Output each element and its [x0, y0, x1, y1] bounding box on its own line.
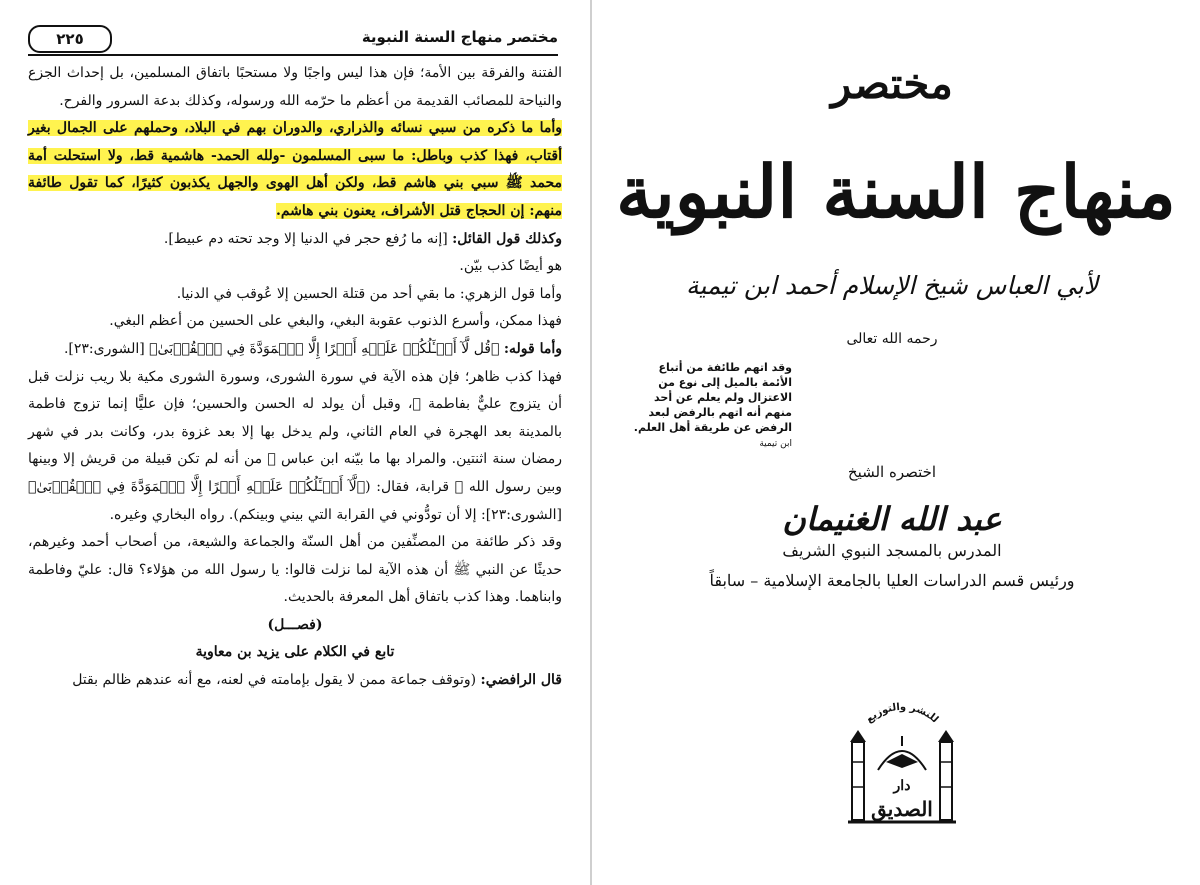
highlighted-paragraph — [28, 115, 562, 225]
paragraph — [28, 336, 562, 364]
quote-text: وقد اتهم طائفة من أتباع الأئمة بالميل إلى نوع من الاعتزال ولم يعلم عن أحد منهم أنه اتهم بالرفض لبعد الرفض عن طريقة أهل العلم. — [633, 361, 792, 434]
paragraph — [28, 226, 562, 254]
paragraph-lead: قال الرافضي: — [480, 672, 562, 689]
publisher-logo — [842, 692, 962, 832]
paragraph: وقد ذكر طائفة من المصنِّفين من أهل السنّة والجماعة والشيعة، من أصحاب أحمد وغيرهم، حديثًا عن النبي ﷺ أن هذه الآية لما نزلت قالوا: يا رسول الله من هؤلاء؟ قال: عليّ وفاطمة وابناهما. وهذا كذب باتفاق أهل المعرفة بالحديث. — [28, 534, 562, 606]
running-title: مختصر منهاج السنة النبوية — [361, 28, 558, 46]
highlighted-text: وأما ما ذكره من سبي نسائه والذراري، والدوران بهم في البلاد، وحملهم على الجمال بغير أقتاب، فهذا كذب وباطل: ما سبى المسلمون -ولله الحمد- هاشمية قط، ولا استحلت أمة محمد ﷺ سبي بني هاشم قط، ولكن أهل الهوى والجهل يكذبون كثيرًا، كما تقول طائفة منهم: إن الحجاج قتل الأشراف، يعنون بني هاشم. — [28, 120, 562, 219]
publisher-word-2: الصديق — [871, 797, 933, 821]
publisher-arc-text: للنشر والتوزيع — [863, 701, 941, 726]
paragraph: وأما قول الزهري: ما بقي أحد من قتلة الحسين إلا عُوقب في الدنيا. — [176, 285, 562, 302]
publisher-word-1: دار — [893, 778, 911, 794]
abridged-by-label: اختصره الشيخ — [847, 463, 937, 481]
left-page — [0, 0, 590, 885]
cover-prefix: مختصر — [831, 59, 953, 108]
cover-author: لأبي العباس شيخ الإسلام أحمد ابن تيمية — [685, 271, 1099, 300]
section-subtitle: تابع في الكلام على يزيد بن معاوية — [195, 644, 395, 661]
page-header — [28, 28, 558, 56]
paragraph-lead: وأما قوله: — [503, 340, 562, 357]
quote-source: ابن تيمية — [759, 439, 792, 449]
paragraph: فهذا ممكن، وأسرع الذنوب عقوبة البغي، والبغي على الحسين من أعظم البغي. — [109, 313, 562, 330]
paragraph-text: [إنه ما رُفع حجر في الدنيا إلا وجد تحته دم عبيط]. — [163, 230, 448, 247]
cover-title: منهاج السنة النبوية — [616, 149, 1176, 234]
cover-rahimahullah: رحمه الله تعالى — [846, 331, 938, 347]
paragraph-text: (وتوقف جماعة ممن لا يقول بإمامته في لعنه، مع أنه عندهم ظالم بقتل — [72, 672, 477, 689]
paragraph-lead: وكذلك قول القائل: — [452, 230, 562, 247]
abridger-name: عبد الله الغنيمان — [782, 500, 1002, 538]
paragraph — [28, 667, 562, 695]
cover-quote — [632, 360, 792, 452]
paragraph: فهذا كذب ظاهر؛ فإن هذه الآية في سورة الشورى، وسورة الشورى مكية بلا ريب نزلت قبل أن يتزوج عليٌّ بفاطمة ﵂، وقبل أن يولد له الحسن والحسين؛ فإن عليًّا إنما تزوج فاطمة بالمدينة بعد الهجرة في العام الثاني، ولم يدخل بها إلا بعد غزوة بدر، وكانت بدر في شهر رمضان سنة اثنتين. والمراد بها ما بيّنه ابن عباس ﵄ من أنه لم تكن قبيلة من قريش إلا وبينها وبين رسول الله ﷺ قرابة، فقال: (﴿لَّآ أَسۡـَٔلُكُمۡ عَلَيۡهِ أَجۡرًا إِلَّا ٱلۡمَوَدَّةَ فِي ٱلۡقُرۡبَىٰ﴾ [الشورى:٢٣]: إلا أن تودُّوني في القرابة التي بيني وبينكم). رواه البخاري وغيره. — [28, 368, 562, 523]
paragraph: هو أيضًا كذب بيّن. — [459, 258, 562, 275]
section-heading: (فصـــل) — [267, 616, 323, 633]
svg-text:للنشر والتوزيع — [864, 702, 940, 726]
abridger-title-2: ورئيس قسم الدراسات العليا بالجامعة الإسلامية – سابقاً — [709, 571, 1075, 590]
abridger-title-1: المدرس بالمسجد النبوي الشريف — [782, 541, 1002, 560]
page-number: ٢٢٥ — [28, 25, 112, 53]
paragraph-text: ﴿قُل لَّآ أَسۡـَٔلُكُمۡ عَلَيۡهِ أَجۡرًا إِلَّا ٱلۡمَوَدَّةَ فِي ٱلۡقُرۡبَىٰ﴾ [الشورى:٢٣]. — [63, 340, 500, 357]
paragraph: الفتنة والفرقة بين الأمة؛ فإن هذا ليس واجبًا ولا مستحبًا باتفاق المسلمين، بل إحداث الجزع والنياحة للمصائب القديمة من أعظم ما حرّمه الله ورسوله، وكذلك بدعة السرور والفرح. — [28, 65, 562, 109]
cover-page — [592, 0, 1200, 885]
page-body — [28, 60, 562, 695]
